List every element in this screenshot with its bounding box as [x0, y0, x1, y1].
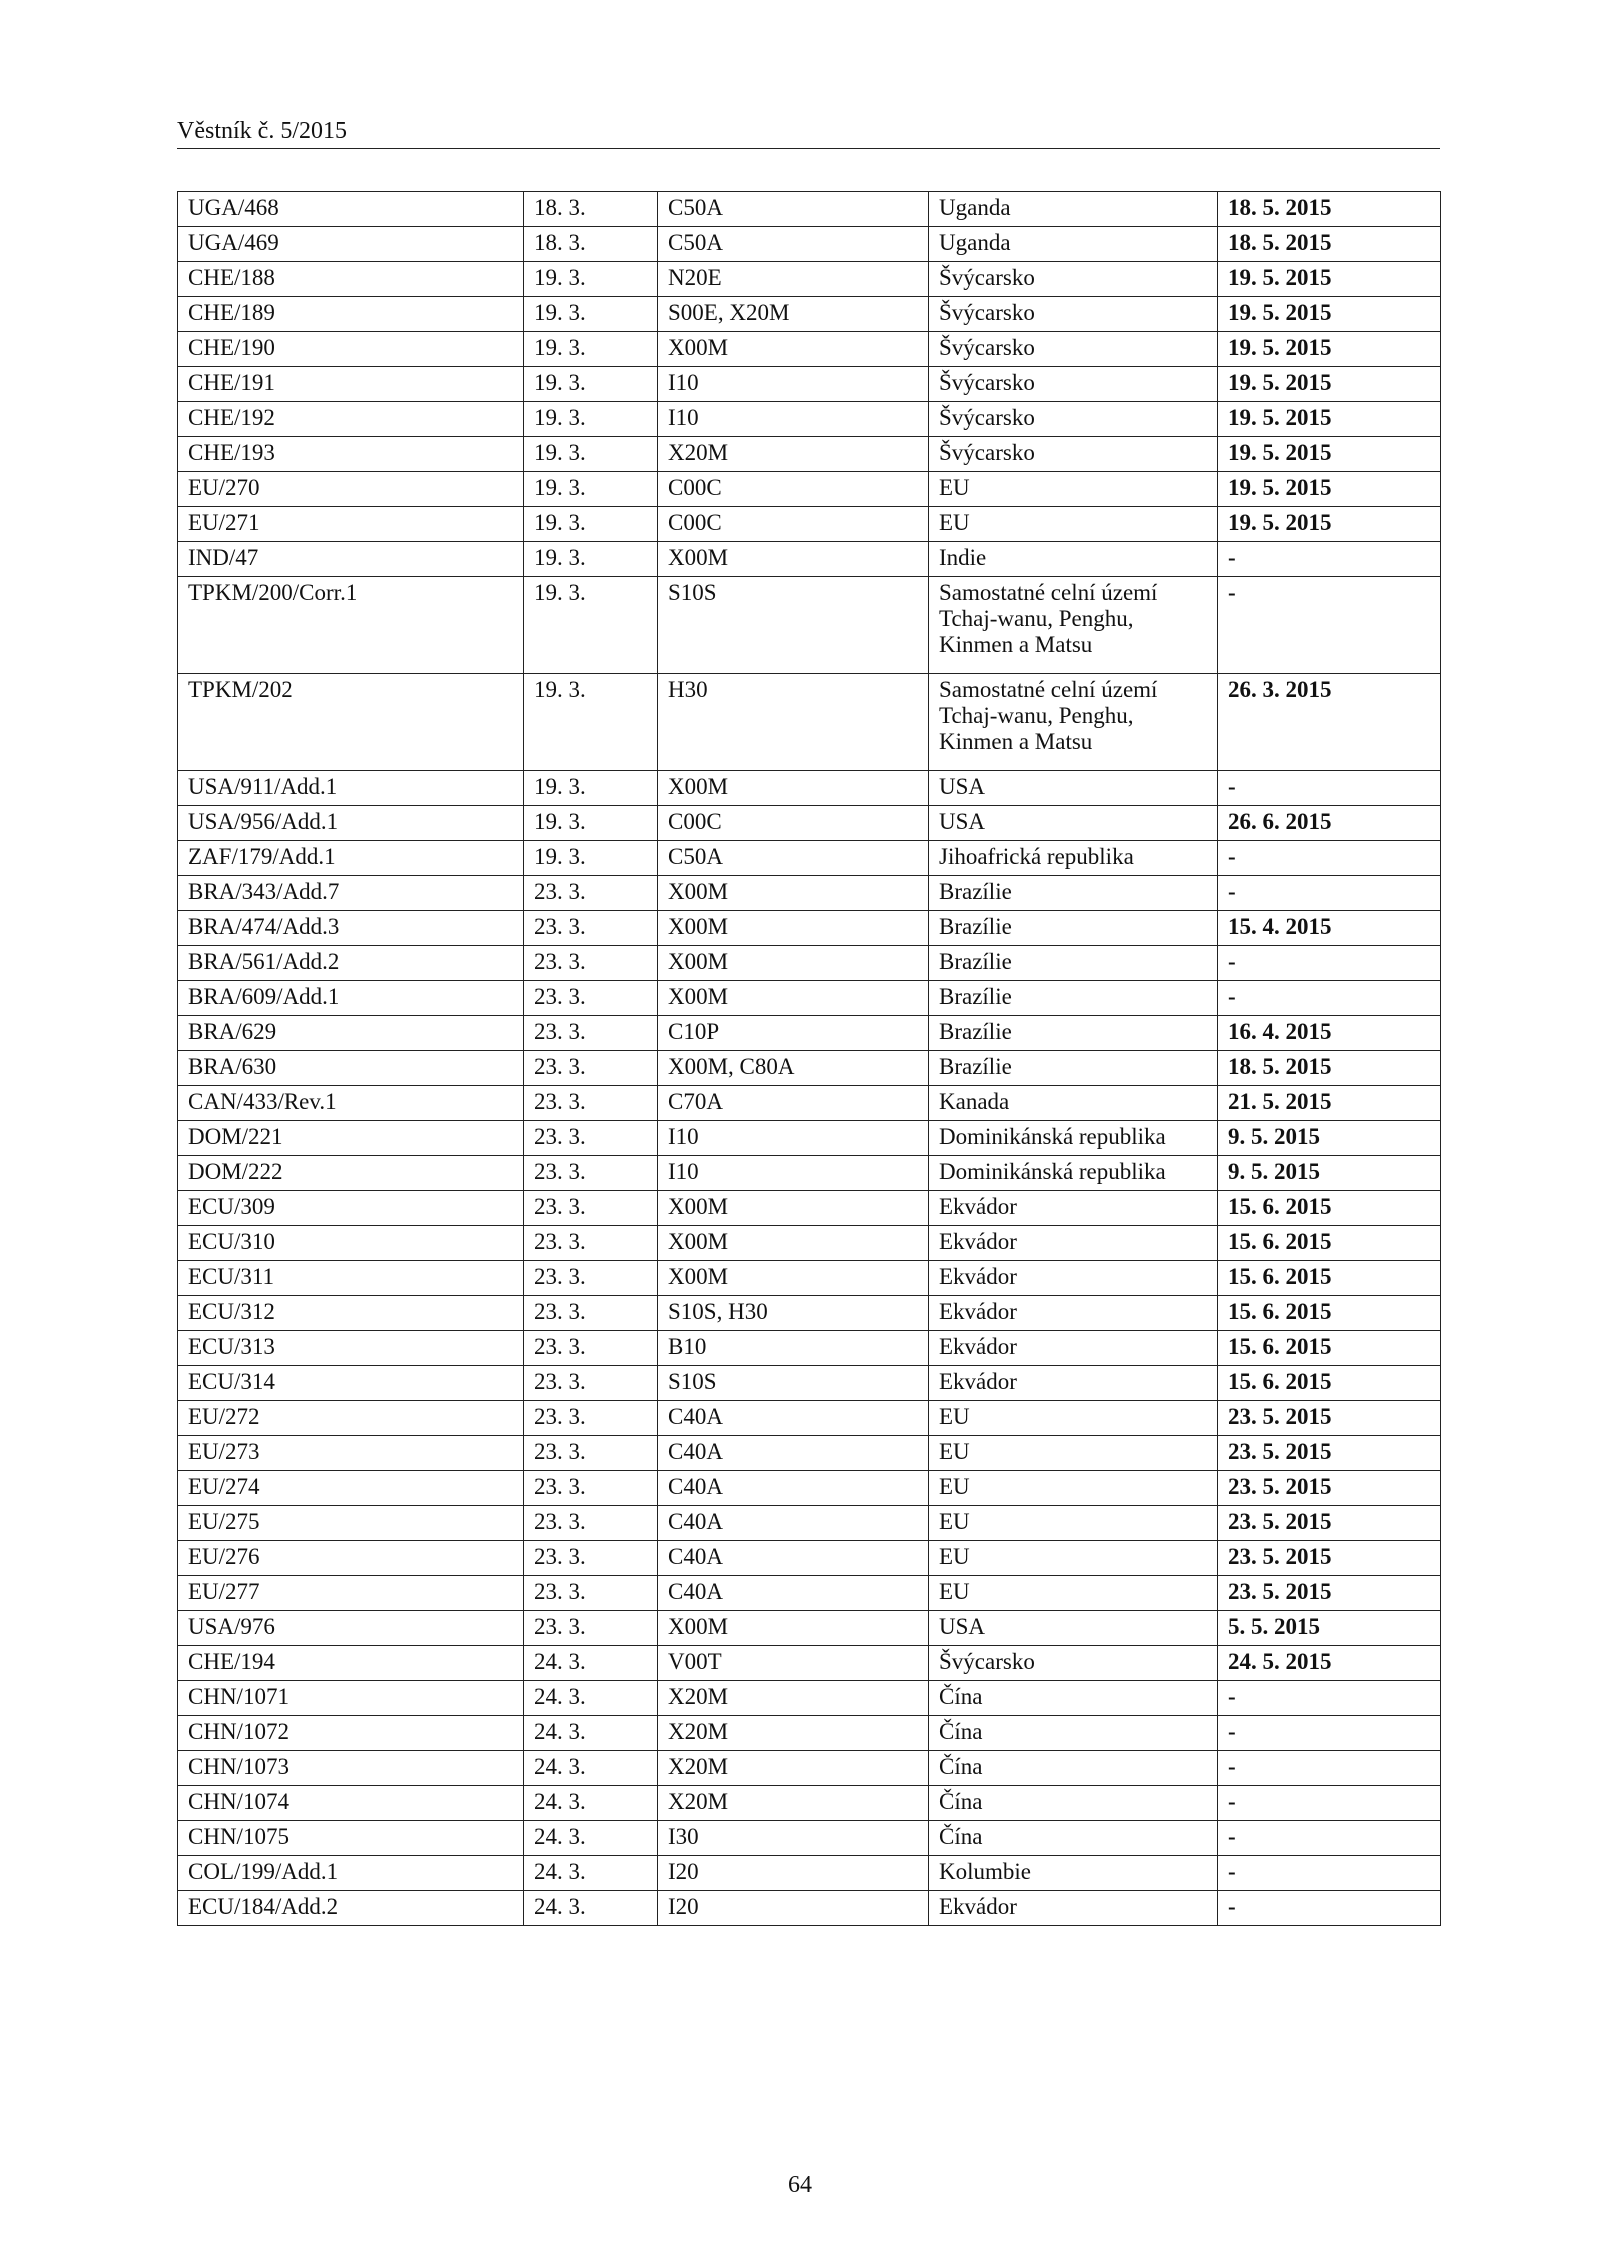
table-row: [178, 577, 1441, 674]
ics-code-cell: C40A: [658, 1576, 929, 1611]
notification-date-cell: 19. 3.: [524, 402, 658, 437]
table-row: [178, 1576, 1441, 1611]
document-symbol-cell: ECU/313: [178, 1331, 524, 1366]
document-symbol-cell: UGA/469: [178, 227, 524, 262]
document-symbol-cell: CHN/1073: [178, 1751, 524, 1786]
ics-code-cell: X00M: [658, 1226, 929, 1261]
table-row: [178, 1856, 1441, 1891]
deadline-date-cell: 26. 3. 2015: [1218, 674, 1441, 771]
document-symbol-cell: EU/273: [178, 1436, 524, 1471]
table-row: [178, 1646, 1441, 1681]
notification-date-cell: 19. 3.: [524, 577, 658, 674]
deadline-date-cell: 15. 6. 2015: [1218, 1366, 1441, 1401]
deadline-date-cell: 16. 4. 2015: [1218, 1016, 1441, 1051]
document-symbol-cell: EU/271: [178, 507, 524, 542]
ics-code-cell: V00T: [658, 1646, 929, 1681]
member-cell: EU: [929, 1541, 1218, 1576]
member-cell: EU: [929, 1436, 1218, 1471]
notification-date-cell: 23. 3.: [524, 1086, 658, 1121]
notification-date-cell: 23. 3.: [524, 1576, 658, 1611]
notification-date-cell: 19. 3.: [524, 806, 658, 841]
ics-code-cell: I30: [658, 1821, 929, 1856]
table-row: [178, 1821, 1441, 1856]
document-symbol-cell: CAN/433/Rev.1: [178, 1086, 524, 1121]
document-symbol-cell: CHN/1074: [178, 1786, 524, 1821]
member-cell: Uganda: [929, 227, 1218, 262]
notification-date-cell: 19. 3.: [524, 332, 658, 367]
document-symbol-cell: ZAF/179/Add.1: [178, 841, 524, 876]
ics-code-cell: S10S, H30: [658, 1296, 929, 1331]
member-cell: Švýcarsko: [929, 262, 1218, 297]
document-symbol-cell: CHE/191: [178, 367, 524, 402]
document-symbol-cell: BRA/609/Add.1: [178, 981, 524, 1016]
deadline-date-cell: -: [1218, 1751, 1441, 1786]
notification-date-cell: 19. 3.: [524, 542, 658, 577]
notification-date-cell: 23. 3.: [524, 1541, 658, 1576]
deadline-date-cell: 5. 5. 2015: [1218, 1611, 1441, 1646]
notification-date-cell: 23. 3.: [524, 981, 658, 1016]
notification-date-cell: 24. 3.: [524, 1786, 658, 1821]
ics-code-cell: C40A: [658, 1541, 929, 1576]
ics-code-cell: X00M: [658, 911, 929, 946]
ics-code-cell: X20M: [658, 1786, 929, 1821]
ics-code-cell: I10: [658, 1156, 929, 1191]
deadline-date-cell: 18. 5. 2015: [1218, 1051, 1441, 1086]
ics-code-cell: C00C: [658, 507, 929, 542]
notification-date-cell: 24. 3.: [524, 1681, 658, 1716]
deadline-date-cell: 18. 5. 2015: [1218, 227, 1441, 262]
member-cell: Švýcarsko: [929, 1646, 1218, 1681]
member-cell: Brazílie: [929, 946, 1218, 981]
member-cell: Uganda: [929, 192, 1218, 227]
member-cell: Kanada: [929, 1086, 1218, 1121]
member-cell: EU: [929, 1471, 1218, 1506]
member-cell: EU: [929, 1576, 1218, 1611]
deadline-date-cell: 23. 5. 2015: [1218, 1401, 1441, 1436]
ics-code-cell: X00M: [658, 981, 929, 1016]
document-symbol-cell: TPKM/202: [178, 674, 524, 771]
document-symbol-cell: CHE/190: [178, 332, 524, 367]
document-symbol-cell: DOM/222: [178, 1156, 524, 1191]
table-row: [178, 1191, 1441, 1226]
table-row: [178, 507, 1441, 542]
member-cell: EU: [929, 507, 1218, 542]
table-row: [178, 1051, 1441, 1086]
member-cell: Švýcarsko: [929, 297, 1218, 332]
document-symbol-cell: BRA/561/Add.2: [178, 946, 524, 981]
deadline-date-cell: 18. 5. 2015: [1218, 192, 1441, 227]
table-row: [178, 876, 1441, 911]
member-cell: Čína: [929, 1751, 1218, 1786]
document-symbol-cell: EU/276: [178, 1541, 524, 1576]
notification-date-cell: 19. 3.: [524, 437, 658, 472]
table-row: [178, 1541, 1441, 1576]
member-cell: Čína: [929, 1681, 1218, 1716]
ics-code-cell: C70A: [658, 1086, 929, 1121]
table-row: [178, 402, 1441, 437]
document-symbol-cell: EU/275: [178, 1506, 524, 1541]
notification-date-cell: 23. 3.: [524, 911, 658, 946]
notification-date-cell: 19. 3.: [524, 472, 658, 507]
table-row: [178, 1786, 1441, 1821]
notification-date-cell: 19. 3.: [524, 367, 658, 402]
ics-code-cell: X00M: [658, 1191, 929, 1226]
member-cell: Ekvádor: [929, 1226, 1218, 1261]
deadline-date-cell: 23. 5. 2015: [1218, 1541, 1441, 1576]
member-cell: Dominikánská republika: [929, 1121, 1218, 1156]
document-symbol-cell: EU/277: [178, 1576, 524, 1611]
table-row: [178, 297, 1441, 332]
table-row: [178, 332, 1441, 367]
table-row: [178, 367, 1441, 402]
ics-code-cell: X00M: [658, 332, 929, 367]
document-symbol-cell: EU/274: [178, 1471, 524, 1506]
document-symbol-cell: BRA/343/Add.7: [178, 876, 524, 911]
ics-code-cell: C00C: [658, 806, 929, 841]
member-cell: USA: [929, 771, 1218, 806]
table-row: [178, 771, 1441, 806]
deadline-date-cell: 19. 5. 2015: [1218, 262, 1441, 297]
notification-table: [177, 191, 1441, 1926]
document-symbol-cell: CHN/1072: [178, 1716, 524, 1751]
notification-date-cell: 23. 3.: [524, 1506, 658, 1541]
document-symbol-cell: ECU/312: [178, 1296, 524, 1331]
notification-date-cell: 23. 3.: [524, 946, 658, 981]
deadline-date-cell: -: [1218, 542, 1441, 577]
ics-code-cell: C40A: [658, 1401, 929, 1436]
ics-code-cell: X00M: [658, 542, 929, 577]
ics-code-cell: X00M: [658, 771, 929, 806]
table-row: [178, 1891, 1441, 1926]
table-row: [178, 841, 1441, 876]
member-cell: Ekvádor: [929, 1891, 1218, 1926]
deadline-date-cell: -: [1218, 876, 1441, 911]
notification-date-cell: 24. 3.: [524, 1891, 658, 1926]
table-row: [178, 1506, 1441, 1541]
member-cell: Švýcarsko: [929, 332, 1218, 367]
table-row: [178, 946, 1441, 981]
notification-date-cell: 23. 3.: [524, 1121, 658, 1156]
document-symbol-cell: USA/976: [178, 1611, 524, 1646]
document-symbol-cell: ECU/310: [178, 1226, 524, 1261]
table-row: [178, 1751, 1441, 1786]
ics-code-cell: C00C: [658, 472, 929, 507]
ics-code-cell: C50A: [658, 227, 929, 262]
ics-code-cell: X00M: [658, 1261, 929, 1296]
ics-code-cell: I20: [658, 1856, 929, 1891]
ics-code-cell: X00M, C80A: [658, 1051, 929, 1086]
document-symbol-cell: BRA/474/Add.3: [178, 911, 524, 946]
ics-code-cell: C40A: [658, 1436, 929, 1471]
document-symbol-cell: IND/47: [178, 542, 524, 577]
document-symbol-cell: EU/270: [178, 472, 524, 507]
member-cell: Jihoafrická republika: [929, 841, 1218, 876]
deadline-date-cell: 23. 5. 2015: [1218, 1436, 1441, 1471]
deadline-date-cell: 15. 4. 2015: [1218, 911, 1441, 946]
deadline-date-cell: 19. 5. 2015: [1218, 437, 1441, 472]
document-symbol-cell: CHE/192: [178, 402, 524, 437]
member-cell: Ekvádor: [929, 1261, 1218, 1296]
document-symbol-cell: DOM/221: [178, 1121, 524, 1156]
notification-date-cell: 19. 3.: [524, 841, 658, 876]
deadline-date-cell: -: [1218, 1681, 1441, 1716]
deadline-date-cell: -: [1218, 841, 1441, 876]
ics-code-cell: I10: [658, 367, 929, 402]
deadline-date-cell: -: [1218, 1786, 1441, 1821]
member-cell: Čína: [929, 1821, 1218, 1856]
ics-code-cell: S10S: [658, 577, 929, 674]
ics-code-cell: C50A: [658, 192, 929, 227]
deadline-date-cell: 15. 6. 2015: [1218, 1226, 1441, 1261]
table-row: [178, 1226, 1441, 1261]
member-cell: Samostatné celní území Tchaj-wanu, Penghu, Kinmen a Matsu: [929, 674, 1218, 771]
member-cell: Kolumbie: [929, 1856, 1218, 1891]
notification-date-cell: 24. 3.: [524, 1856, 658, 1891]
journal-title: Věstník č. 5/2015: [177, 118, 347, 144]
member-cell: Švýcarsko: [929, 367, 1218, 402]
deadline-date-cell: 19. 5. 2015: [1218, 507, 1441, 542]
deadline-date-cell: -: [1218, 946, 1441, 981]
notification-date-cell: 23. 3.: [524, 1471, 658, 1506]
member-cell: EU: [929, 1506, 1218, 1541]
notification-date-cell: 23. 3.: [524, 1191, 658, 1226]
deadline-date-cell: 23. 5. 2015: [1218, 1506, 1441, 1541]
notification-date-cell: 23. 3.: [524, 1366, 658, 1401]
document-symbol-cell: COL/199/Add.1: [178, 1856, 524, 1891]
ics-code-cell: C50A: [658, 841, 929, 876]
member-cell: EU: [929, 472, 1218, 507]
ics-code-cell: C40A: [658, 1471, 929, 1506]
member-cell: Dominikánská republika: [929, 1156, 1218, 1191]
notification-date-cell: 23. 3.: [524, 1296, 658, 1331]
deadline-date-cell: 9. 5. 2015: [1218, 1121, 1441, 1156]
deadline-date-cell: 19. 5. 2015: [1218, 472, 1441, 507]
table-row: [178, 1331, 1441, 1366]
member-cell: Brazílie: [929, 981, 1218, 1016]
page-number: 64: [788, 2172, 812, 2198]
ics-code-cell: N20E: [658, 262, 929, 297]
member-cell: Ekvádor: [929, 1191, 1218, 1226]
table-row: [178, 1086, 1441, 1121]
deadline-date-cell: 19. 5. 2015: [1218, 367, 1441, 402]
ics-code-cell: S00E, X20M: [658, 297, 929, 332]
document-symbol-cell: CHN/1071: [178, 1681, 524, 1716]
deadline-date-cell: -: [1218, 1891, 1441, 1926]
table-row: [178, 1436, 1441, 1471]
document-symbol-cell: CHE/194: [178, 1646, 524, 1681]
ics-code-cell: X00M: [658, 876, 929, 911]
notification-date-cell: 19. 3.: [524, 507, 658, 542]
table-row: [178, 262, 1441, 297]
deadline-date-cell: 9. 5. 2015: [1218, 1156, 1441, 1191]
deadline-date-cell: -: [1218, 771, 1441, 806]
document-symbol-cell: USA/911/Add.1: [178, 771, 524, 806]
table-row: [178, 1296, 1441, 1331]
deadline-date-cell: 26. 6. 2015: [1218, 806, 1441, 841]
document-symbol-cell: BRA/630: [178, 1051, 524, 1086]
member-cell: Brazílie: [929, 1051, 1218, 1086]
member-cell: USA: [929, 806, 1218, 841]
member-cell: EU: [929, 1401, 1218, 1436]
document-symbol-cell: BRA/629: [178, 1016, 524, 1051]
ics-code-cell: C40A: [658, 1506, 929, 1541]
table-row: [178, 542, 1441, 577]
member-cell: Čína: [929, 1716, 1218, 1751]
document-symbol-cell: USA/956/Add.1: [178, 806, 524, 841]
notification-date-cell: 19. 3.: [524, 297, 658, 332]
table-row: [178, 1681, 1441, 1716]
notification-date-cell: 23. 3.: [524, 1261, 658, 1296]
document-symbol-cell: EU/272: [178, 1401, 524, 1436]
deadline-date-cell: 19. 5. 2015: [1218, 332, 1441, 367]
ics-code-cell: X20M: [658, 1681, 929, 1716]
ics-code-cell: X00M: [658, 946, 929, 981]
table-row: [178, 472, 1441, 507]
notification-date-cell: 24. 3.: [524, 1751, 658, 1786]
notification-date-cell: 23. 3.: [524, 876, 658, 911]
deadline-date-cell: 15. 6. 2015: [1218, 1296, 1441, 1331]
notification-date-cell: 18. 3.: [524, 192, 658, 227]
document-symbol-cell: ECU/309: [178, 1191, 524, 1226]
table-row: [178, 674, 1441, 771]
document-symbol-cell: CHN/1075: [178, 1821, 524, 1856]
member-cell: Samostatné celní území Tchaj-wanu, Penghu, Kinmen a Matsu: [929, 577, 1218, 674]
table-row: [178, 192, 1441, 227]
table-row: [178, 1611, 1441, 1646]
table-row: [178, 1471, 1441, 1506]
deadline-date-cell: 21. 5. 2015: [1218, 1086, 1441, 1121]
ics-code-cell: H30: [658, 674, 929, 771]
document-symbol-cell: ECU/314: [178, 1366, 524, 1401]
member-cell: Indie: [929, 542, 1218, 577]
notification-date-cell: 23. 3.: [524, 1611, 658, 1646]
ics-code-cell: C10P: [658, 1016, 929, 1051]
document-symbol-cell: ECU/311: [178, 1261, 524, 1296]
notification-date-cell: 23. 3.: [524, 1436, 658, 1471]
ics-code-cell: I10: [658, 1121, 929, 1156]
notification-date-cell: 23. 3.: [524, 1156, 658, 1191]
table-row: [178, 1261, 1441, 1296]
deadline-date-cell: -: [1218, 1856, 1441, 1891]
member-cell: Brazílie: [929, 876, 1218, 911]
table-body: [178, 192, 1441, 1926]
ics-code-cell: X00M: [658, 1611, 929, 1646]
deadline-date-cell: -: [1218, 1821, 1441, 1856]
notification-date-cell: 24. 3.: [524, 1646, 658, 1681]
table-row: [178, 981, 1441, 1016]
table-row: [178, 1401, 1441, 1436]
deadline-date-cell: -: [1218, 981, 1441, 1016]
document-symbol-cell: UGA/468: [178, 192, 524, 227]
document-symbol-cell: TPKM/200/Corr.1: [178, 577, 524, 674]
deadline-date-cell: 24. 5. 2015: [1218, 1646, 1441, 1681]
notification-date-cell: 23. 3.: [524, 1016, 658, 1051]
member-cell: Švýcarsko: [929, 402, 1218, 437]
deadline-date-cell: 15. 6. 2015: [1218, 1331, 1441, 1366]
table-row: [178, 1121, 1441, 1156]
table-row: [178, 911, 1441, 946]
member-cell: USA: [929, 1611, 1218, 1646]
document-symbol-cell: CHE/188: [178, 262, 524, 297]
notification-date-cell: 23. 3.: [524, 1401, 658, 1436]
page-header: [177, 112, 1440, 149]
notification-date-cell: 24. 3.: [524, 1821, 658, 1856]
ics-code-cell: X20M: [658, 1751, 929, 1786]
document-symbol-cell: ECU/184/Add.2: [178, 1891, 524, 1926]
member-cell: Ekvádor: [929, 1296, 1218, 1331]
table-row: [178, 1016, 1441, 1051]
member-cell: Ekvádor: [929, 1331, 1218, 1366]
member-cell: Švýcarsko: [929, 437, 1218, 472]
deadline-date-cell: 19. 5. 2015: [1218, 297, 1441, 332]
deadline-date-cell: 15. 6. 2015: [1218, 1191, 1441, 1226]
deadline-date-cell: 23. 5. 2015: [1218, 1576, 1441, 1611]
table-row: [178, 437, 1441, 472]
member-cell: Brazílie: [929, 1016, 1218, 1051]
notification-date-cell: 23. 3.: [524, 1226, 658, 1261]
ics-code-cell: X20M: [658, 1716, 929, 1751]
ics-code-cell: S10S: [658, 1366, 929, 1401]
deadline-date-cell: -: [1218, 577, 1441, 674]
ics-code-cell: I10: [658, 402, 929, 437]
ics-code-cell: I20: [658, 1891, 929, 1926]
table-row: [178, 1156, 1441, 1191]
notification-date-cell: 19. 3.: [524, 771, 658, 806]
table-row: [178, 227, 1441, 262]
notification-date-cell: 18. 3.: [524, 227, 658, 262]
notification-date-cell: 23. 3.: [524, 1051, 658, 1086]
member-cell: Čína: [929, 1786, 1218, 1821]
ics-code-cell: X20M: [658, 437, 929, 472]
table-row: [178, 1366, 1441, 1401]
deadline-date-cell: 23. 5. 2015: [1218, 1471, 1441, 1506]
member-cell: Brazílie: [929, 911, 1218, 946]
notification-date-cell: 24. 3.: [524, 1716, 658, 1751]
notification-date-cell: 19. 3.: [524, 674, 658, 771]
member-cell: Ekvádor: [929, 1366, 1218, 1401]
table-row: [178, 1716, 1441, 1751]
notification-date-cell: 19. 3.: [524, 262, 658, 297]
notification-date-cell: 23. 3.: [524, 1331, 658, 1366]
deadline-date-cell: 19. 5. 2015: [1218, 402, 1441, 437]
deadline-date-cell: 15. 6. 2015: [1218, 1261, 1441, 1296]
document-symbol-cell: CHE/193: [178, 437, 524, 472]
ics-code-cell: B10: [658, 1331, 929, 1366]
deadline-date-cell: -: [1218, 1716, 1441, 1751]
document-symbol-cell: CHE/189: [178, 297, 524, 332]
table-row: [178, 806, 1441, 841]
